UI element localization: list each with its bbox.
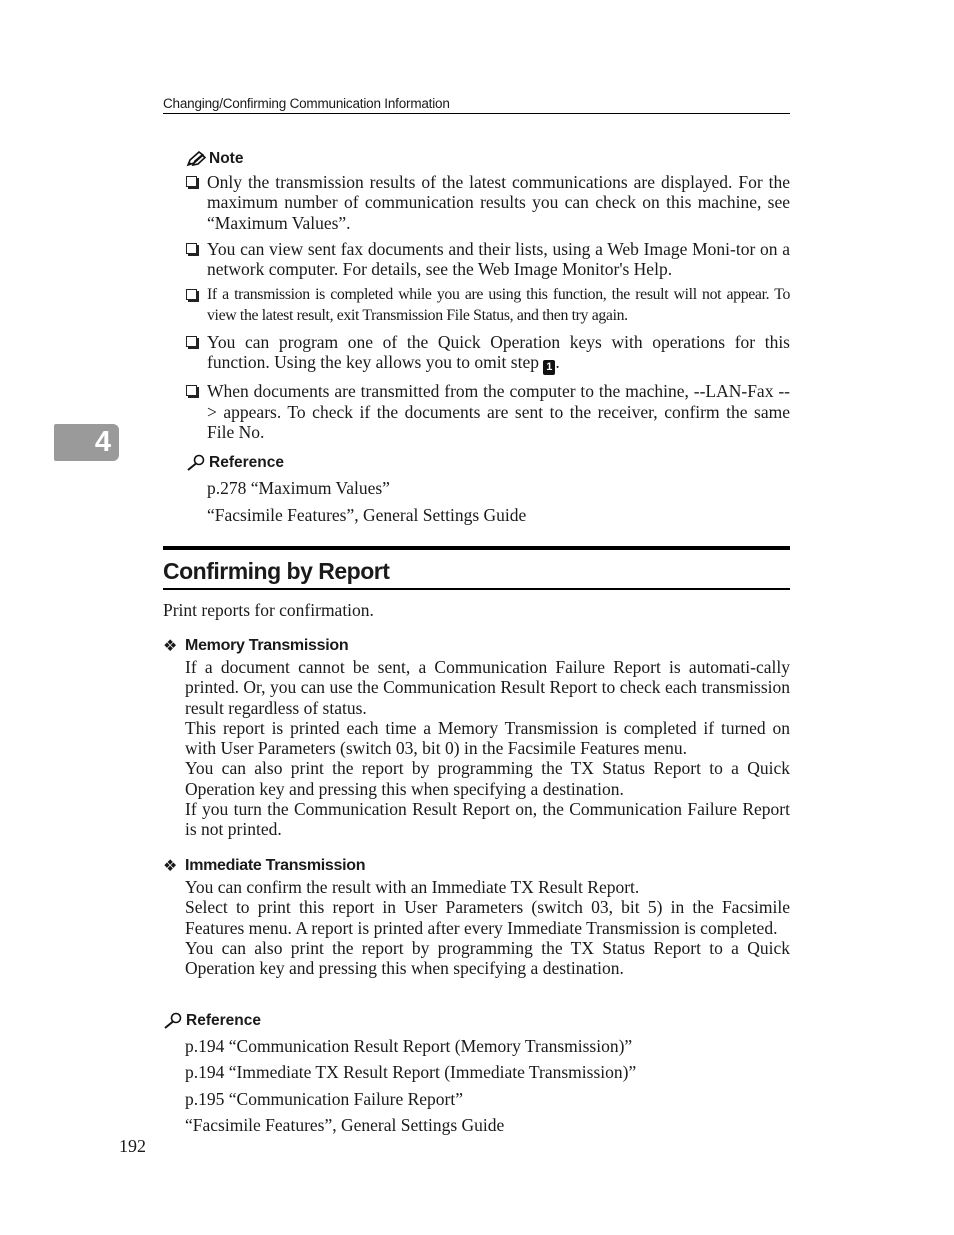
page-number: 192 — [119, 1136, 146, 1156]
memory-transmission-heading: ❖ Memory Transmission — [163, 637, 349, 655]
note-item: If a transmission is completed while you are using this function, the result will not appear. To view the latest result, exit Transmission File Status, and then try again. — [186, 285, 790, 326]
pencil-icon — [186, 151, 206, 167]
chapter-tab: 4 — [54, 424, 119, 461]
checkbox-bullet-icon — [186, 385, 197, 396]
reference-label: Reference — [186, 1012, 261, 1029]
checkbox-bullet-icon — [186, 336, 197, 347]
section-title: Confirming by Report — [163, 558, 390, 584]
note-item: You can view sent fax documents and their lists, using a Web Image Moni-tor on a network computer. For details, see the Web Image Monitor's Help. — [186, 239, 790, 280]
note-label: Note — [209, 150, 244, 167]
reference-link[interactable]: “Facsimile Features”, General Settings Guide — [185, 1115, 505, 1135]
checkbox-bullet-icon — [186, 243, 197, 254]
immediate-transmission-body — [185, 877, 790, 978]
note-list — [186, 172, 790, 448]
reference-heading — [163, 1012, 261, 1030]
checkbox-bullet-icon — [186, 176, 197, 187]
magnifier-icon — [186, 454, 206, 472]
reference-link[interactable]: p.195 “Communication Failure Report” — [185, 1089, 464, 1109]
reference-link[interactable]: p.194 “Communication Result Report (Memory Transmission)” — [185, 1036, 633, 1056]
paragraph: If you turn the Communication Result Report on, the Communication Failure Report is not printed. — [185, 799, 790, 840]
step-number-key-icon: 1 — [543, 360, 555, 375]
paragraph: You can confirm the result with an Immediate TX Result Report. — [185, 877, 640, 897]
memory-transmission-body — [185, 657, 790, 840]
checkbox-bullet-icon — [186, 289, 197, 300]
section-intro: Print reports for confirmation. — [163, 600, 374, 620]
section-title-block — [163, 546, 790, 590]
note-item: You can program one of the Quick Operation keys with operations for this function. Using the key allows you to omit step 1 . — [186, 332, 790, 375]
note-item: Only the transmission results of the latest communications are displayed. For the maximum number of communication results you can check on this machine, see “Maximum Values”. — [186, 172, 790, 233]
paragraph: This report is printed each time a Memory Transmission is completed if turned on with User Parameters (switch 03, bit 0) in the Facsimile Features menu. — [185, 717, 790, 759]
reference-link[interactable]: “Facsimile Features”, General Settings Guide — [207, 505, 527, 525]
reference-heading — [186, 454, 284, 472]
reference-link[interactable]: p.278 “Maximum Values” — [207, 478, 390, 498]
magnifier-icon — [163, 1012, 183, 1030]
diamond-bullet-icon: ❖ — [163, 858, 178, 875]
paragraph: If a document cannot be sent, a Communication Failure Report is automati-cally printed. Or, you can use the Communication Result Report to check each transmission result regardless of status. — [185, 657, 790, 718]
reference-label: Reference — [209, 454, 284, 471]
diamond-bullet-icon: ❖ — [163, 638, 178, 655]
note-heading — [186, 150, 243, 168]
reference-link[interactable]: p.194 “Immediate TX Result Report (Immediate Transmission)” — [185, 1062, 637, 1082]
paragraph: You can also print the report by programming the TX Status Report to a Quick Operation key and pressing this when specifying a destination. — [185, 758, 790, 799]
immediate-transmission-heading: ❖ Immediate Transmission — [163, 857, 366, 875]
running-header: Changing/Confirming Communication Information — [163, 96, 790, 114]
paragraph: You can also print the report by programming the TX Status Report to a Quick Operation key and pressing this when specifying a destination. — [185, 937, 790, 979]
paragraph: Select to print this report in User Parameters (switch 03, bit 5) in the Facsimile Features menu. A report is printed after every Immediate Transmission is completed. — [185, 897, 790, 938]
note-item: When documents are transmitted from the computer to the machine, --LAN-Fax --> appears. To check if the documents are sent to the receiver, confirm the same File No. — [186, 381, 790, 442]
